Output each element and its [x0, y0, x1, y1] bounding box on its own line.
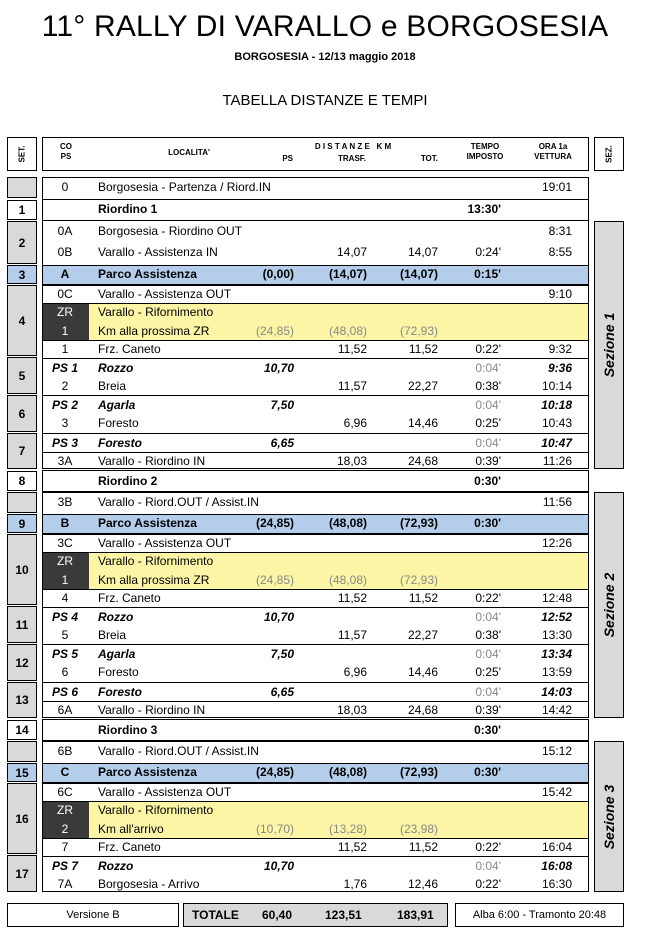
ora-prima-vettura: 10:47	[541, 436, 572, 450]
ora-prima-vettura: 19:01	[541, 180, 572, 194]
header-co-ps: PS	[60, 152, 72, 161]
tempo-imposto: 0:30'	[474, 723, 501, 737]
tot-distance: (72,93)	[399, 516, 438, 530]
localita-cell: Frz. Caneto	[98, 840, 161, 854]
table-row	[42, 322, 589, 341]
total-ps: 60,40	[262, 908, 293, 922]
ps-distance: 7,50	[270, 398, 294, 412]
tempo-imposto: 0:22'	[475, 840, 501, 854]
table-row	[42, 243, 589, 262]
co-cell: 3A	[57, 454, 73, 468]
co-cell: 6A	[57, 703, 73, 717]
tot-distance: 11,52	[408, 342, 438, 356]
co-cell: 6C	[57, 785, 73, 799]
table-row	[42, 534, 589, 553]
tempo-imposto: 0:22'	[475, 877, 501, 891]
co-cell: 2	[61, 822, 69, 836]
set-cell-5: 5	[7, 357, 37, 394]
trasf-distance: 18,03	[336, 703, 367, 717]
trasf-distance: 6,96	[343, 416, 367, 430]
table-row	[42, 200, 589, 219]
trasf-distance: 11,52	[337, 591, 367, 605]
ora-prima-vettura: 16:30	[541, 877, 572, 891]
table-row	[42, 742, 589, 761]
ora-prima-vettura: 16:04	[541, 840, 572, 854]
tot-distance: 11,52	[408, 591, 438, 605]
trasf-distance: (13,28)	[328, 822, 367, 836]
localita-cell: Rozzo	[98, 361, 134, 375]
localita-cell: Agarla	[98, 647, 136, 661]
ora-prima-vettura: 11:26	[542, 454, 572, 468]
tempo-imposto: 0:04'	[475, 398, 501, 412]
header-tot: TOT.	[420, 154, 438, 163]
table-row	[42, 801, 589, 820]
table-row	[42, 434, 589, 453]
localita-cell: Km alla prossima ZR	[98, 324, 210, 338]
co-cell: 2	[61, 379, 69, 393]
page-title: 11° RALLY DI VARALLO e BORGOSESIA	[41, 10, 609, 43]
table-row	[42, 222, 589, 241]
co-cell: 0A	[57, 224, 73, 238]
co-cell: 1	[61, 342, 69, 356]
localita-cell: Varallo - Riordino IN	[98, 454, 206, 468]
trasf-distance: 18,03	[336, 454, 367, 468]
section-3-label: Sezione 3	[601, 784, 617, 849]
co-cell: 3B	[57, 495, 73, 509]
set-cell-0	[7, 177, 37, 198]
sez-blank-top	[594, 177, 624, 220]
tempo-imposto: 0:04'	[475, 361, 501, 375]
header-main-cell	[42, 137, 589, 171]
header-tempo: TEMPO	[470, 142, 500, 151]
ps-distance: (24,85)	[255, 765, 294, 779]
ps-distance: 6,65	[270, 436, 294, 450]
localita-cell: Foresto	[98, 416, 139, 430]
table-row	[42, 783, 589, 802]
ora-prima-vettura: 8:31	[548, 224, 572, 238]
version-label: Versione B	[66, 909, 120, 921]
localita-cell: Foresto	[98, 665, 139, 679]
alba-box	[455, 903, 624, 927]
localita-cell: Rozzo	[98, 610, 134, 624]
trasf-distance: 14,07	[336, 245, 367, 259]
ora-prima-vettura: 12:52	[541, 610, 572, 624]
ora-prima-vettura: 14:03	[541, 685, 572, 699]
ora-prima-vettura: 16:08	[541, 859, 572, 873]
set-cell-9a	[7, 492, 37, 513]
section-2-label: Sezione 2	[601, 572, 617, 638]
ps-distance: 10,70	[263, 610, 294, 624]
co-cell: PS 4	[51, 610, 78, 624]
localita-cell: Borgosesia - Riordino OUT	[98, 224, 243, 238]
set-cell-15: 15	[7, 763, 37, 782]
set-cell-2: 2	[7, 221, 37, 264]
localita-cell: Varallo - Riord.OUT / Assist.IN	[98, 744, 259, 758]
localita-cell: Riordino 3	[98, 723, 158, 737]
table-row	[42, 645, 589, 664]
trasf-distance: 11,57	[337, 379, 367, 393]
version-box	[7, 903, 179, 927]
co-cell: PS 7	[51, 859, 78, 873]
ps-distance: (0,00)	[262, 267, 294, 281]
alba-tramonto: Alba 6:00 - Tramonto 20:48	[472, 909, 607, 921]
co-cell: 7A	[57, 877, 73, 891]
tempo-imposto: 0:04'	[475, 647, 501, 661]
header-sez-label: SEZ.	[604, 145, 614, 163]
tot-distance: 11,52	[408, 840, 438, 854]
trasf-distance: 1,76	[343, 877, 367, 891]
localita-cell: Riordino 1	[98, 202, 158, 216]
table-row	[42, 763, 589, 782]
co-cell: PS 3	[51, 436, 78, 450]
set-cell-10: 10	[7, 534, 37, 605]
tempo-imposto: 0:39'	[475, 703, 501, 717]
table-row	[42, 514, 589, 533]
tot-distance: 14,46	[407, 416, 438, 430]
localita-cell: Breia	[98, 379, 127, 393]
table-row	[42, 377, 589, 396]
ora-prima-vettura: 9:10	[548, 287, 572, 301]
totals-box	[183, 903, 448, 927]
ps-distance: (10,70)	[255, 822, 294, 836]
co-cell: 1	[61, 573, 69, 587]
co-cell: 7	[61, 840, 69, 854]
trasf-distance: 11,52	[337, 840, 367, 854]
tempo-imposto: 0:25'	[475, 665, 501, 679]
table-row	[42, 340, 589, 359]
trasf-distance: (48,08)	[328, 324, 367, 338]
co-cell: PS 2	[51, 398, 78, 412]
ora-prima-vettura: 10:18	[541, 398, 572, 412]
tot-distance: (14,07)	[399, 267, 438, 281]
localita-cell: Km alla prossima ZR	[98, 573, 210, 587]
section-1-label: Sezione 1	[601, 312, 617, 378]
header-sez-cell	[594, 137, 624, 171]
table-row	[42, 452, 589, 471]
tot-distance: 14,07	[407, 245, 438, 259]
set-cell-16: 16	[7, 783, 37, 854]
set-cell-6: 6	[7, 395, 37, 432]
localita-cell: Agarla	[98, 398, 136, 412]
table-row	[42, 285, 589, 304]
trasf-distance: 11,57	[337, 628, 367, 642]
co-cell: 3	[61, 416, 69, 430]
ps-distance: (24,85)	[255, 324, 294, 338]
ora-prima-vettura: 12:48	[541, 591, 572, 605]
tempo-imposto: 0:04'	[475, 436, 501, 450]
localita-cell: Varallo - Assistenza OUT	[98, 287, 232, 301]
set-cell-7: 7	[7, 433, 37, 469]
localita-cell: Parco Assistenza	[98, 765, 197, 779]
trasf-distance: 6,96	[343, 665, 367, 679]
co-cell: B	[60, 516, 70, 530]
ps-distance: 7,50	[270, 647, 294, 661]
header-ps: PS	[282, 154, 293, 163]
set-cell-3: 3	[7, 265, 37, 284]
trasf-distance: (14,07)	[328, 267, 367, 281]
header-distanze: D I S T A N Z E K M	[314, 142, 392, 151]
tempo-imposto: 0:39'	[475, 454, 501, 468]
co-cell: 1	[61, 324, 69, 338]
table-row	[42, 838, 589, 857]
localita-cell: Frz. Caneto	[98, 591, 161, 605]
localita-cell: Foresto	[98, 436, 143, 450]
set-cell-11: 11	[7, 606, 37, 643]
trasf-distance: 11,52	[337, 342, 367, 356]
co-cell: ZR	[57, 554, 73, 568]
tempo-imposto: 0:25'	[475, 416, 501, 430]
co-cell: 0	[61, 180, 69, 194]
localita-cell: Frz. Caneto	[98, 342, 161, 356]
table-row	[42, 701, 589, 720]
localita-cell: Foresto	[98, 685, 143, 699]
ora-prima-vettura: 10:43	[541, 416, 572, 430]
tot-distance: (72,93)	[399, 324, 438, 338]
set-cell-1: 1	[7, 200, 37, 220]
co-cell: A	[60, 267, 70, 281]
localita-cell: Varallo - Rifornimento	[98, 554, 214, 568]
ps-distance: 10,70	[263, 361, 294, 375]
table-row	[42, 683, 589, 702]
localita-cell: Parco Assistenza	[98, 516, 197, 530]
set-cell-9: 9	[7, 514, 37, 533]
localita-cell: Borgosesia - Arrivo	[98, 877, 200, 891]
co-cell: ZR	[57, 305, 73, 319]
co-cell: 0C	[57, 287, 73, 301]
table-row	[42, 303, 589, 322]
tempo-imposto: 0:04'	[475, 859, 501, 873]
set-cell-14: 14	[7, 720, 37, 740]
tot-distance: (23,98)	[399, 822, 438, 836]
tempo-imposto: 0:04'	[475, 685, 501, 699]
localita-cell: Varallo - Assistenza OUT	[98, 536, 232, 550]
total-trasf: 123,51	[325, 908, 362, 922]
localita-cell: Varallo - Riordino IN	[98, 703, 206, 717]
ora-prima-vettura: 10:14	[541, 379, 572, 393]
set-cell-8: 8	[7, 471, 37, 491]
localita-cell: Varallo - Riord.OUT / Assist.IN	[98, 495, 259, 509]
header-co: CO	[60, 142, 72, 151]
co-cell: PS 1	[51, 361, 78, 375]
tot-distance: (72,93)	[399, 573, 438, 587]
localita-cell: Riordino 2	[98, 474, 158, 488]
tot-distance: (72,93)	[399, 765, 438, 779]
co-cell: PS 5	[51, 647, 78, 661]
localita-cell: Varallo - Assistenza IN	[98, 245, 218, 259]
section-2-box	[594, 492, 624, 718]
table-row	[42, 875, 589, 894]
co-cell: ZR	[57, 803, 73, 817]
co-cell: 3C	[57, 536, 73, 550]
ora-prima-vettura: 13:34	[541, 647, 572, 661]
tot-distance: 14,46	[407, 665, 438, 679]
tot-distance: 24,68	[407, 703, 438, 717]
co-cell: 5	[61, 628, 69, 642]
table-row	[42, 178, 589, 197]
tempo-imposto: 0:30'	[474, 516, 501, 530]
co-cell: PS 6	[51, 685, 78, 699]
ora-prima-vettura: 15:12	[541, 744, 572, 758]
ps-distance: (24,85)	[255, 516, 294, 530]
trasf-distance: (48,08)	[328, 516, 367, 530]
tot-distance: 24,68	[407, 454, 438, 468]
ora-prima-vettura: 15:42	[541, 785, 572, 799]
table-row	[42, 721, 589, 740]
ps-distance: 6,65	[270, 685, 294, 699]
tempo-imposto: 0:38'	[475, 628, 501, 642]
localita-cell: Rozzo	[98, 859, 134, 873]
table-row	[42, 626, 589, 645]
tempo-imposto: 0:38'	[475, 379, 501, 393]
co-cell: C	[60, 765, 70, 779]
ora-prima-vettura: 9:36	[547, 361, 572, 375]
table-row	[42, 820, 589, 839]
tempo-imposto: 0:04'	[475, 610, 501, 624]
table-row	[42, 589, 589, 608]
localita-cell: Km all'arrivo	[98, 822, 164, 836]
table-row	[42, 265, 589, 284]
set-cell-13: 13	[7, 682, 37, 718]
table-row	[42, 608, 589, 627]
tempo-imposto: 0:22'	[475, 342, 501, 356]
header-ora: ORA 1a	[538, 142, 568, 151]
set-cell-15a	[7, 741, 37, 762]
table-row	[42, 571, 589, 590]
table-title: TABELLA DISTANZE E TEMPI	[222, 92, 428, 109]
ps-distance: (24,85)	[255, 573, 294, 587]
tot-distance: 22,27	[407, 379, 438, 393]
header-localita: LOCALITA'	[168, 148, 210, 157]
co-cell: 0B	[57, 245, 73, 259]
table-row	[42, 414, 589, 433]
localita-cell: Varallo - Rifornimento	[98, 305, 214, 319]
tempo-imposto: 13:30'	[467, 202, 501, 216]
header-set-cell	[7, 137, 37, 171]
page-subtitle: BORGOSESIA - 12/13 maggio 2018	[234, 51, 416, 63]
header-vettura: VETTURA	[534, 152, 572, 161]
header-imposto: IMPOSTO	[466, 152, 504, 161]
co-cell: 6	[61, 665, 69, 679]
set-cell-4: 4	[7, 285, 37, 356]
ora-prima-vettura: 13:30	[541, 628, 572, 642]
section-1-box	[594, 221, 624, 469]
table-row	[42, 857, 589, 876]
table-row	[42, 472, 589, 491]
tempo-imposto: 0:22'	[475, 591, 501, 605]
co-cell: 6B	[57, 744, 73, 758]
ora-prima-vettura: 14:42	[541, 703, 572, 717]
set-cell-12: 12	[7, 644, 37, 681]
trasf-distance: (48,08)	[328, 765, 367, 779]
trasf-distance: (48,08)	[328, 573, 367, 587]
tempo-imposto: 0:15'	[474, 267, 501, 281]
ora-prima-vettura: 12:26	[541, 536, 572, 550]
table-row	[42, 552, 589, 571]
ora-prima-vettura: 11:56	[542, 495, 572, 509]
ora-prima-vettura: 9:32	[548, 342, 572, 356]
localita-cell: Varallo - Rifornimento	[98, 803, 214, 817]
table-row	[42, 663, 589, 682]
totale-label: TOTALE	[192, 908, 239, 922]
tempo-imposto: 0:30'	[474, 474, 501, 488]
table-row	[42, 493, 589, 512]
localita-cell: Parco Assistenza	[98, 267, 197, 281]
tot-distance: 22,27	[407, 628, 438, 642]
header-trasf: TRASF.	[338, 154, 366, 163]
localita-cell: Breia	[98, 628, 127, 642]
co-cell: 4	[61, 591, 69, 605]
localita-cell: Varallo - Assistenza OUT	[98, 785, 232, 799]
set-cell-17: 17	[7, 855, 37, 892]
total-tot: 183,91	[397, 908, 434, 922]
table-row	[42, 396, 589, 415]
ora-prima-vettura: 8:55	[548, 245, 572, 259]
ora-prima-vettura: 13:59	[541, 665, 572, 679]
localita-cell: Borgosesia - Partenza / Riord.IN	[98, 180, 271, 194]
tot-distance: 12,46	[407, 877, 438, 891]
header-set-label: SET.	[17, 145, 27, 163]
table-row	[42, 359, 589, 378]
tempo-imposto: 0:24'	[475, 245, 501, 259]
tempo-imposto: 0:30'	[474, 765, 501, 779]
ps-distance: 10,70	[263, 859, 294, 873]
section-3-box	[594, 741, 624, 892]
